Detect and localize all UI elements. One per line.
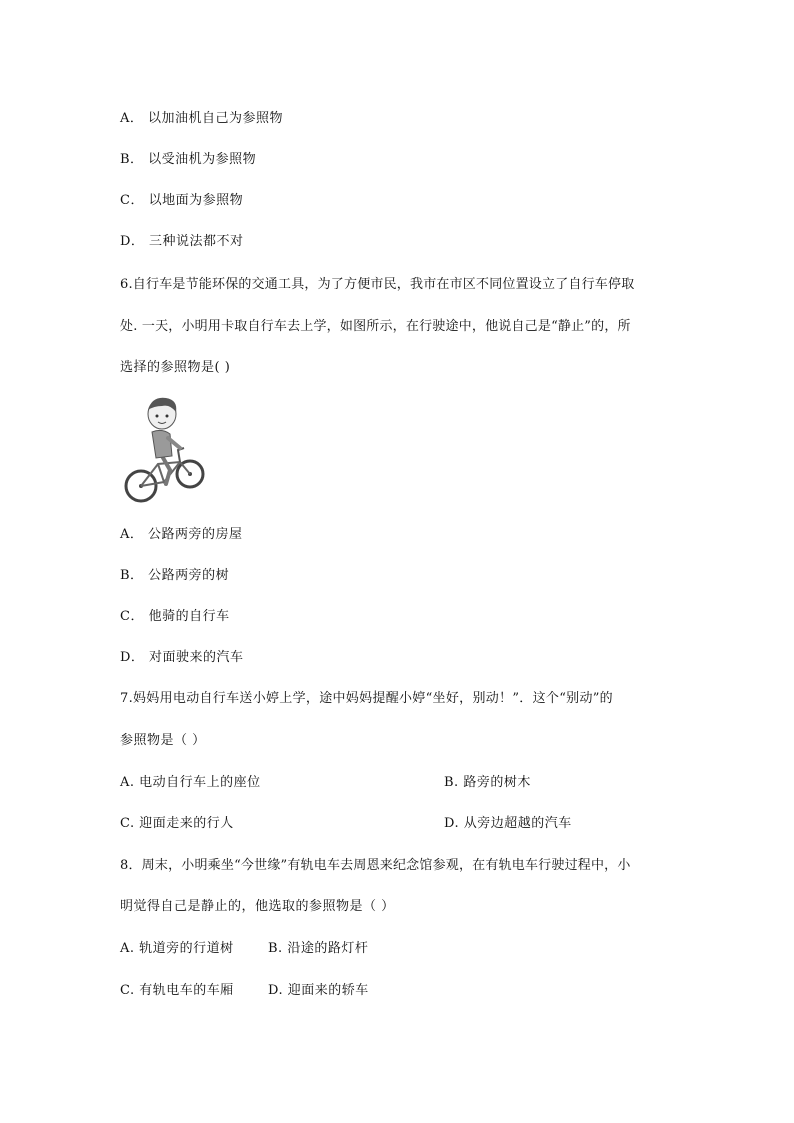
q6-stem-line-2: 处. 一天，小明用卡取自行车去上学，如图所示，在行驶途中，他说自己是“静止”的，所 (120, 319, 631, 334)
q8-option-a: A. 轨道旁的行道树 (120, 941, 234, 956)
q5-option-d: D． 三种说法都不对 (120, 234, 244, 249)
q6-stem-line-1: 6.自行车是节能环保的交通工具，为了方便市民，我市在市区不同位置设立了自行车停取 (120, 277, 635, 292)
q5-option-a: A． 以加油机自己为参照物 (120, 111, 284, 126)
q8-stem-line-1: 8．周末，小明乘坐“今世缘”有轨电车去周恩来纪念馆参观，在有轨电车行驶过程中，小 (120, 858, 631, 873)
q7-option-b: B. 路旁的树木 (444, 775, 531, 790)
q6-option-a: A． 公路两旁的房屋 (120, 527, 243, 542)
q6-option-c: C． 他骑的自行车 (120, 609, 230, 624)
q6-option-d: D． 对面驶来的汽车 (120, 650, 244, 665)
q7-option-c: C. 迎面走来的行人 (120, 816, 234, 831)
q8-option-c: C. 有轨电车的车厢 (120, 983, 234, 998)
q7-stem-line-1: 7.妈妈用电动自行车送小婷上学，途中妈妈提醒小婷“坐好，别动！”．这个“别动”的 (120, 691, 613, 706)
q7-stem-line-2: 参照物是（ ） (120, 733, 206, 748)
q7-option-d: D. 从旁边超越的汽车 (444, 816, 572, 831)
q5-option-c: C． 以地面为参照物 (120, 193, 244, 208)
q8-option-b: B. 沿途的路灯杆 (268, 941, 369, 956)
q5-option-b: B． 以受油机为参照物 (120, 152, 257, 167)
q6-option-b: B． 公路两旁的树 (120, 568, 230, 583)
q7-option-a: A. 电动自行车上的座位 (120, 775, 261, 790)
q6-stem-line-3: 选择的参照物是( ) (120, 360, 231, 375)
q8-option-d: D. 迎面来的轿车 (268, 983, 369, 998)
q8-stem-line-2: 明觉得自己是静止的，他选取的参照物是（ ） (120, 899, 395, 914)
boy-riding-bicycle-illustration (122, 394, 206, 508)
